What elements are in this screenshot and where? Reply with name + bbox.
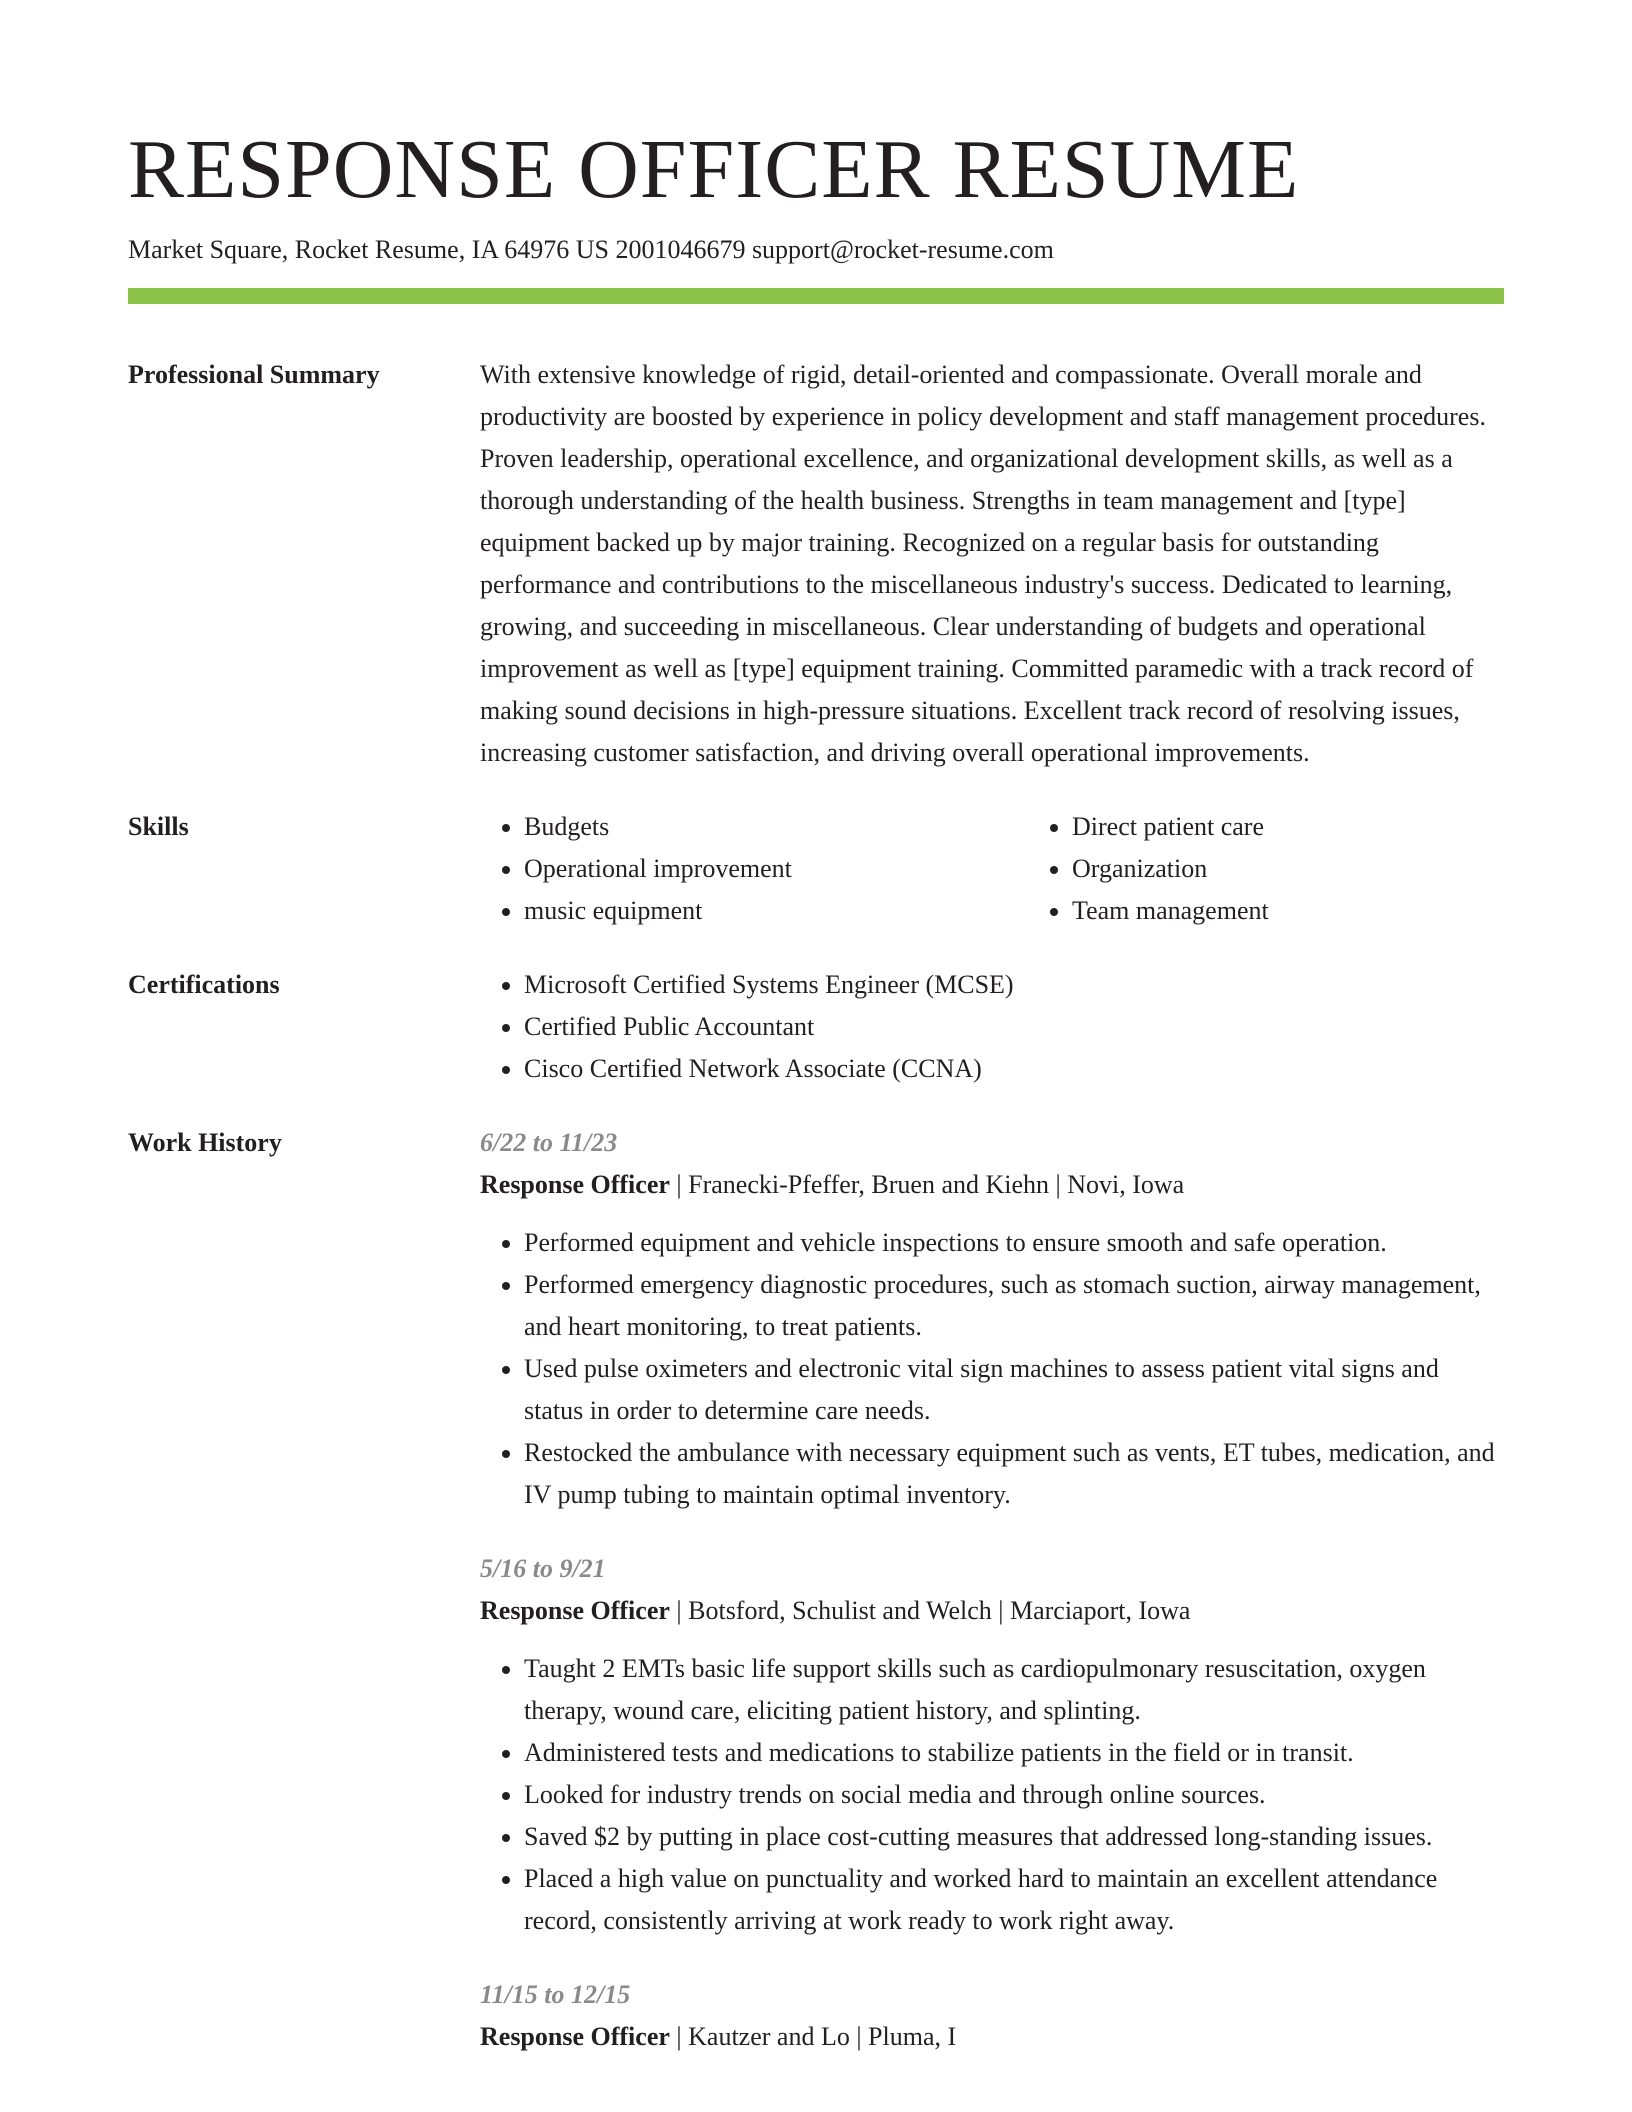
- skills-label: Skills: [128, 812, 189, 841]
- summary-label: Professional Summary: [128, 360, 380, 389]
- skills-section: [128, 806, 1504, 932]
- job-heading: [480, 1590, 1504, 1632]
- job-location: Novi, Iowa: [1067, 1170, 1185, 1199]
- skill-item: • Operational improvement: [524, 848, 1028, 890]
- job-location: Marciaport, Iowa: [1009, 1596, 1191, 1625]
- certifications-body: [480, 964, 1504, 1090]
- job-task: • Restocked the ambulance with necessary equipment such as vents, ET tubes, medication, and IV pump tubing to maintain optimal inventory.: [524, 1432, 1504, 1516]
- contact-email: support@rocket-resume.com: [751, 235, 1054, 264]
- job-separator: |: [669, 1170, 689, 1199]
- job-separator: |: [991, 1596, 1010, 1625]
- summary-section: [128, 354, 1504, 774]
- job-separator: |: [669, 2022, 689, 2051]
- job-entry: [480, 1548, 1504, 1942]
- job-task: • Placed a high value on punctuality and worked hard to maintain an excellent attendance record, consistently arriving at work ready to work right away.: [524, 1858, 1504, 1942]
- certification-item: • Microsoft Certified Systems Engineer (MCSE): [524, 964, 1504, 1006]
- skill-item: • Direct patient care: [1072, 806, 1576, 848]
- job-company: Botsford, Schulist and Welch: [688, 1596, 992, 1625]
- job-entry: [480, 1122, 1504, 1516]
- job-separator: |: [1049, 1170, 1068, 1199]
- work-history-label: Work History: [128, 1128, 282, 1157]
- job-company: Kautzer and Lo: [688, 2022, 850, 2051]
- summary-text: With extensive knowledge of rigid, detail-oriented and compassionate. Overall morale and productivity are boosted by experience in policy development and staff management procedures. Proven leadership, operational excellence, and organizational development skills, as well as a thorough understanding of the health business. Strengths in team management and [type] equipment backed up by major training. Recognized on a regular basis for outstanding performance and contributions to the miscellaneous industry's success. Dedicated to learning, growing, and succeeding in miscellaneous. Clear understanding of budgets and operational improvement as well as [type] equipment training. Committed paramedic with a track record of making sound decisions in high-pressure situations. Excellent track record of resolving issues, increasing customer satisfaction, and driving overall operational improvements.: [480, 360, 1486, 767]
- skills-column-1: [480, 806, 1028, 932]
- job-task-list: [480, 1222, 1504, 1516]
- skill-item: • Budgets: [524, 806, 1028, 848]
- resume-page: [128, 120, 1504, 2058]
- job-dates: 5/16 to 9/21: [480, 1554, 606, 1583]
- certifications-list: [480, 964, 1504, 1090]
- skills-grid: [480, 806, 1576, 932]
- skill-item: • Team management: [1072, 890, 1576, 932]
- certifications-section: [128, 964, 1504, 1090]
- skill-item: • music equipment: [524, 890, 1028, 932]
- skills-column-2: [1028, 806, 1576, 932]
- job-title: Response Officer: [480, 1596, 670, 1625]
- job-task: • Looked for industry trends on social media and through online sources.: [524, 1774, 1504, 1816]
- job-separator: |: [849, 2022, 869, 2051]
- job-location: Pluma, I: [868, 2022, 957, 2051]
- work-history-section: [128, 1122, 1504, 2058]
- job-task-list: [480, 1648, 1504, 1942]
- certification-item: • Cisco Certified Network Associate (CCNA): [524, 1048, 1504, 1090]
- contact-address: Market Square, Rocket Resume, IA 64976 US: [128, 235, 609, 264]
- job-title: Response Officer: [480, 1170, 670, 1199]
- job-task: • Saved $2 by putting in place cost-cutting measures that addressed long-standing issues.: [524, 1816, 1504, 1858]
- header-divider: [128, 288, 1504, 304]
- contact-phone: 2001046679: [615, 235, 746, 264]
- skill-item: • Organization: [1072, 848, 1576, 890]
- work-history-body: [480, 1122, 1504, 2058]
- job-dates: 11/15 to 12/15: [480, 1980, 631, 2009]
- job-title: Response Officer: [480, 2022, 670, 2051]
- job-task: • Used pulse oximeters and electronic vital sign machines to assess patient vital signs and status in order to determine care needs.: [524, 1348, 1504, 1432]
- job-heading: [480, 1164, 1504, 1206]
- job-heading: [480, 2016, 1504, 2058]
- job-company: Franecki-Pfeffer, Bruen and Kiehn: [688, 1170, 1050, 1199]
- job-task: • Performed equipment and vehicle inspections to ensure smooth and safe operation.: [524, 1222, 1504, 1264]
- job-dates: 6/22 to 11/23: [480, 1128, 618, 1157]
- job-task: • Administered tests and medications to stabilize patients in the field or in transit.: [524, 1732, 1504, 1774]
- certification-item: • Certified Public Accountant: [524, 1006, 1504, 1048]
- job-entry: [480, 1974, 1504, 2058]
- job-task: • Taught 2 EMTs basic life support skills such as cardiopulmonary resuscitation, oxygen therapy, wound care, eliciting patient history, and splinting.: [524, 1648, 1504, 1732]
- job-separator: |: [669, 1596, 689, 1625]
- job-task: • Performed emergency diagnostic procedures, such as stomach suction, airway management, and heart monitoring, to treat patients.: [524, 1264, 1504, 1348]
- certifications-label: Certifications: [128, 970, 280, 999]
- resume-title: RESPONSE OFFICER RESUME: [128, 123, 1300, 216]
- contact-line: [128, 232, 1504, 268]
